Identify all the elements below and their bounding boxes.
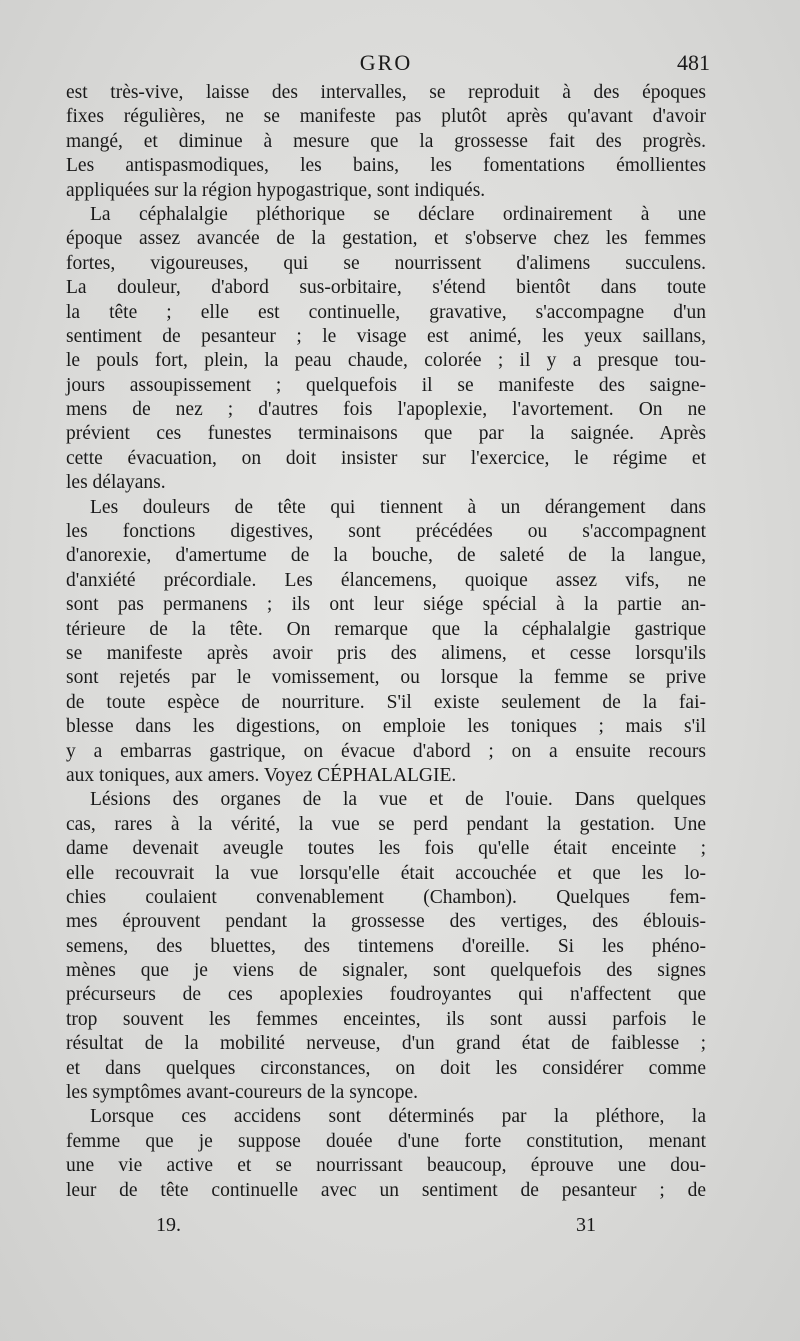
text-line: semens, des bluettes, des tintemens d'oreille. Si les phéno- [66, 935, 706, 957]
text-line: leur de tête continuelle avec un sentiment de pesanteur ; de [66, 1179, 706, 1201]
text-line: prévient ces funestes terminaisons que par la saignée. Après [66, 423, 706, 445]
text-line: aux toniques, aux amers. Voyez CÉPHALALGIE. [66, 764, 457, 786]
text-line: fortes, vigoureuses, qui se nourrissent d'alimens succulens. [66, 252, 706, 274]
text-line: d'anxiété précordiale. Les élancemens, quoique assez vifs, ne [66, 569, 706, 591]
text-line: mènes que je viens de signaler, sont quelquefois des signes [66, 960, 706, 982]
text-line: d'anorexie, d'amertume de la bouche, de saleté de la langue, [66, 545, 706, 567]
text-line: dame devenait aveugle toutes les fois qu'elle était enceinte ; [66, 838, 706, 860]
text-line: époque assez avancée de la gestation, et s'observe chez les femmes [66, 228, 706, 250]
text-line: sentiment de pesanteur ; le visage est animé, les yeux saillans, [66, 325, 706, 347]
text-line: mes éprouvent pendant la grossesse des vertiges, des éblouis- [66, 911, 706, 933]
text-line: La céphalalgie pléthorique se déclare ordinairement à une [90, 203, 706, 225]
text-line: et dans quelques circonstances, on doit les considérer comme [66, 1057, 706, 1079]
text-line: se manifeste après avoir pris des alimens, et cesse lorsqu'ils [66, 642, 706, 664]
page-header [66, 50, 710, 78]
text-line: appliquées sur la région hypogastrique, sont indiqués. [66, 179, 486, 201]
text-line: femme que je suppose douée d'une forte constitution, menant [66, 1130, 706, 1152]
text-line: Les douleurs de tête qui tiennent à un dérangement dans [90, 496, 706, 518]
text-line: de toute espèce de nourriture. S'il existe seulement de la fai- [66, 691, 706, 713]
text-line: trop souvent les femmes enceintes, ils sont aussi parfois le [66, 1008, 706, 1030]
text-line: Lorsque ces accidens sont déterminés par la pléthore, la [90, 1106, 706, 1128]
text-line: elle recouvrait la vue lorsqu'elle était accouchée et que les lo- [66, 862, 706, 884]
text-line: Les antispasmodiques, les bains, les fomentations émollientes [66, 155, 706, 177]
text-line: La douleur, d'abord sus-orbitaire, s'étend bientôt dans toute [66, 277, 706, 299]
body-text [66, 81, 706, 1203]
text-line: blesse dans les digestions, on emploie les toniques ; mais s'il [66, 716, 706, 738]
text-line: les délayans. [66, 472, 166, 494]
text-line: jours assoupissement ; quelquefois il se manifeste des saigne- [66, 374, 706, 396]
text-line: sont rejetés par le vomissement, ou lorsque la femme se prive [66, 667, 706, 689]
text-line: le pouls fort, plein, la peau chaude, colorée ; il y a presque tou- [66, 350, 706, 372]
text-line: résultat de la mobilité nerveuse, d'un grand état de faiblesse ; [66, 1033, 706, 1055]
text-line: cette évacuation, on doit insister sur l'exercice, le régime et [66, 447, 706, 469]
running-head: GRO [359, 50, 413, 75]
text-line: les fonctions digestives, sont précédées ou s'accompagnent [66, 521, 706, 543]
text-line: les symptômes avant-coureurs de la syncope. [66, 1082, 418, 1104]
text-line: la tête ; elle est continuelle, gravative, s'accompagne d'un [66, 301, 706, 323]
text-line: chies coulaient convenablement (Chambon). Quelques fem- [66, 886, 706, 908]
signature-mark: 19. [156, 1214, 181, 1236]
text-line: sont pas permanens ; ils ont leur siége spécial à la partie an- [66, 594, 706, 616]
text-line: cas, rares à la vérité, la vue se perd pendant la gestation. Une [66, 813, 706, 835]
signature-mark: 31 [576, 1214, 596, 1236]
text-line: térieure de la tête. On remarque que la céphalalgie gastrique [66, 618, 706, 640]
text-line: mens de nez ; d'autres fois l'apoplexie, l'avortement. On ne [66, 399, 706, 421]
text-line: une vie active et se nourrissant beaucoup, éprouve une dou- [66, 1155, 706, 1177]
page-footer [66, 1214, 706, 1244]
text-line: y a embarras gastrique, on évacue d'abord ; on a ensuite recours [66, 740, 706, 762]
text-line: est très-vive, laisse des intervalles, se reproduit à des époques [66, 82, 706, 103]
text-line: précurseurs de ces apoplexies foudroyantes qui n'affectent que [66, 984, 706, 1006]
text-line: fixes régulières, ne se manifeste pas plutôt après qu'avant d'avoir [66, 106, 706, 128]
text-line: Lésions des organes de la vue et de l'ouie. Dans quelques [90, 789, 706, 811]
text-line: mangé, et diminue à mesure que la grossesse fait des progrès. [66, 130, 706, 152]
page-number: 481 [677, 50, 710, 75]
